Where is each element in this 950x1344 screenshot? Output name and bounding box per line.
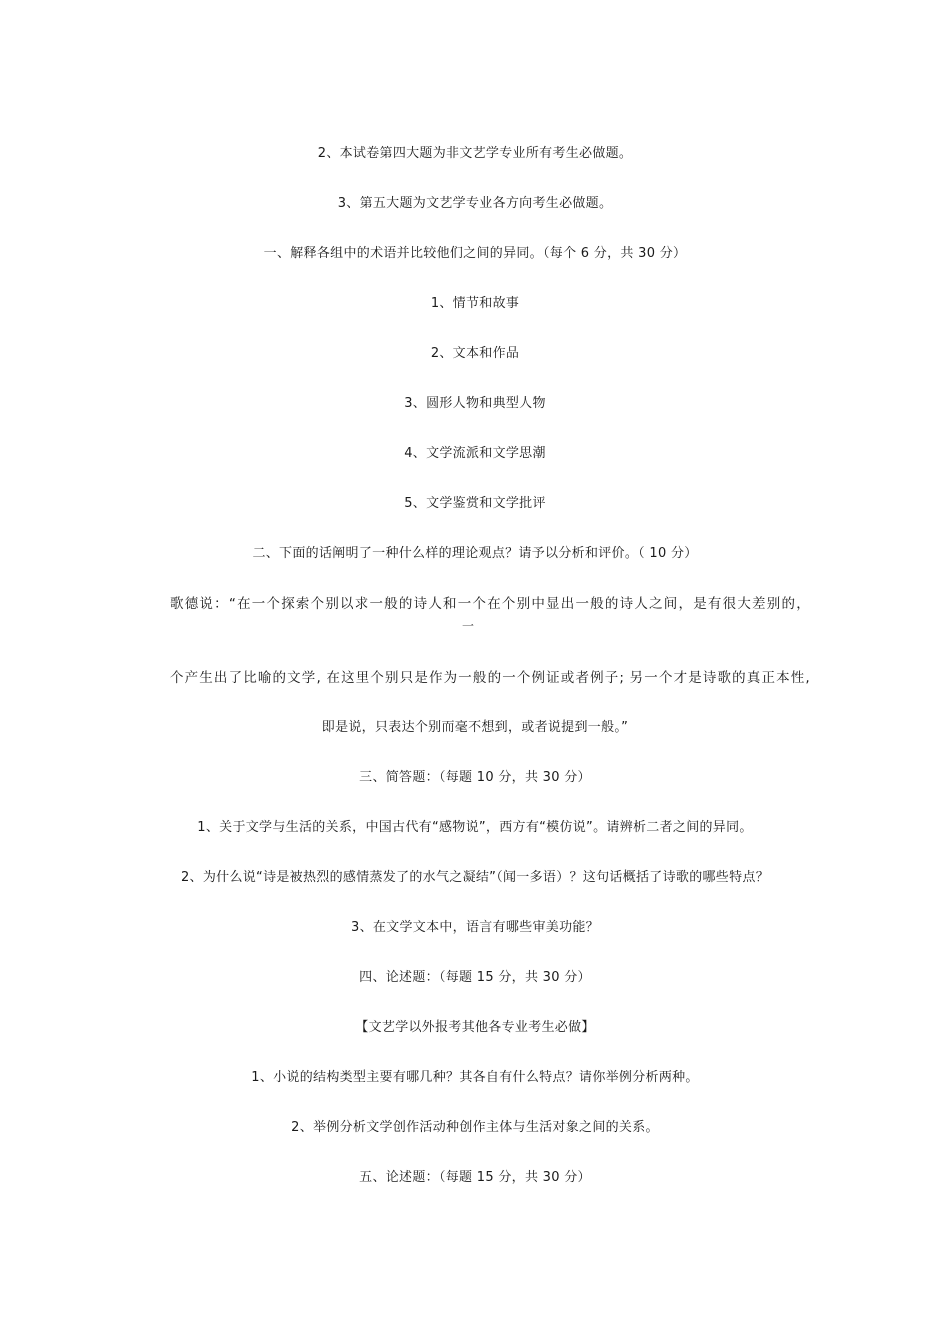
- section-3-item-1: 1、关于文学与生活的关系，中国古代有“感物说”，西方有“模仿说”。请辨析二者之间的异同。: [197, 820, 753, 835]
- instruction-3: 3、第五大题为文艺学专业各方向考生必做题。: [337, 196, 613, 211]
- goethe-quote-line-1: 歌德说：“在一个探索个别以求一般的诗人和一个在个别中显出一般的诗人之间，是有很大差别的，: [170, 596, 810, 612]
- section-4-item-1: 1、小说的结构类型主要有哪几种？其各自有什么特点？请你举例分析两种。: [251, 1070, 699, 1085]
- goethe-quote-line-2: 个产生出了比喻的文学, 在这里个别只是作为一般的一个例证或者例子; 另一个才是诗歌的真正本性,: [170, 670, 810, 686]
- section-1-item-1: 1、情节和故事: [430, 296, 520, 311]
- goethe-quote-line-3: 即是说，只表达个别而毫不想到，或者说提到一般。”: [321, 720, 629, 735]
- section-1-item-2: 2、文本和作品: [430, 346, 520, 361]
- goethe-quote-continuation: 一: [462, 619, 475, 633]
- section-3-item-2: 2、为什么说“诗是被热烈的感情蒸发了的水气之凝结”（闻一多语）？这句话概括了诗歌的哪些特点？: [180, 870, 770, 885]
- section-3-item-3: 3、在文学文本中，语言有哪些审美功能？: [351, 920, 599, 935]
- section-3-heading: 三、简答题：（每题 10 分，共 30 分）: [359, 770, 591, 785]
- section-4-note: 【文艺学以外报考其他各专业考生必做】: [355, 1020, 595, 1035]
- section-2-heading: 二、下面的话阐明了一种什么样的理论观点？请予以分析和评价。（ 10 分）: [252, 546, 698, 561]
- section-1-item-5: 5、文学鉴赏和文学批评: [404, 496, 546, 511]
- section-1-item-4: 4、文学流派和文学思潮: [404, 446, 546, 461]
- section-5-heading: 五、论述题：（每题 15 分，共 30 分）: [359, 1170, 591, 1185]
- section-1-heading: 一、解释各组中的术语并比较他们之间的异同。（每个 6 分，共 30 分）: [263, 246, 687, 261]
- section-4-item-2: 2、举例分析文学创作活动种创作主体与生活对象之间的关系。: [291, 1120, 659, 1135]
- section-1-item-3: 3、圆形人物和典型人物: [404, 396, 546, 411]
- instruction-2: 2、本试卷第四大题为非文艺学专业所有考生必做题。: [317, 146, 633, 161]
- section-4-heading: 四、论述题：（每题 15 分，共 30 分）: [359, 970, 591, 985]
